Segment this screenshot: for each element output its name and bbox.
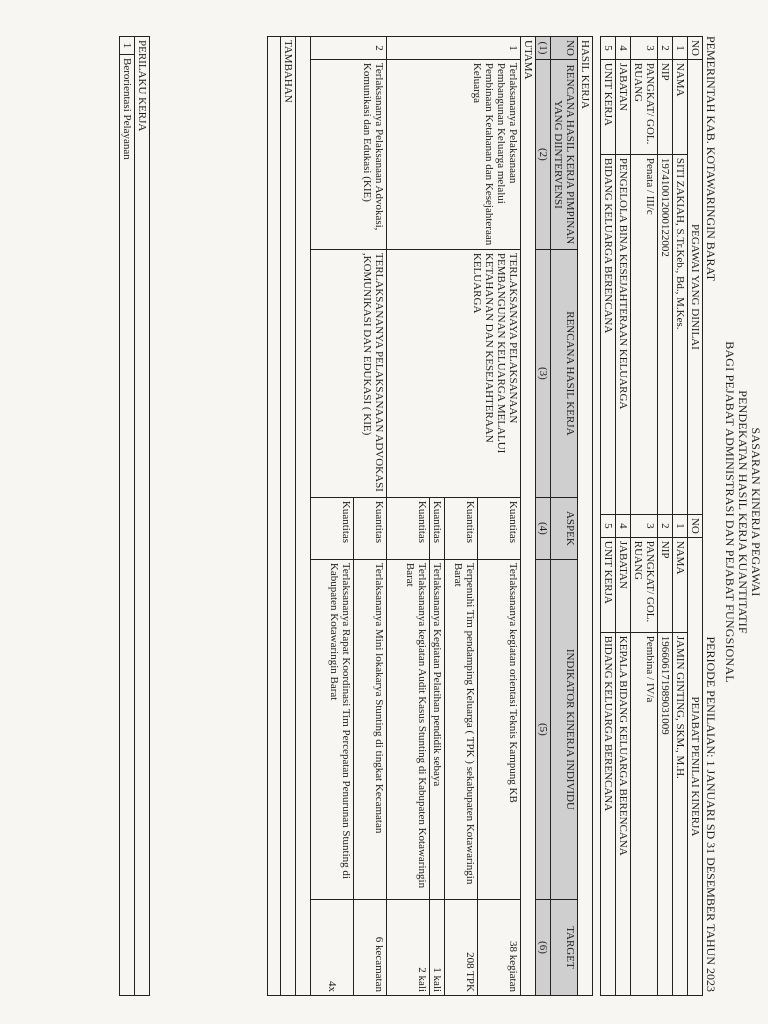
- row-label: UNIT KERJA: [601, 59, 616, 154]
- row-number: 3: [631, 37, 658, 60]
- target: 2 kali: [387, 899, 430, 995]
- penilai-nama: JAMIN GINTING, SKM., M.H.: [673, 632, 688, 995]
- perilaku-label: Berorientasi Pelayanan: [120, 55, 135, 996]
- perilaku-kerja-table: [119, 36, 150, 996]
- item-number: 2: [311, 37, 387, 60]
- row-number: 5: [601, 37, 616, 60]
- col-header: RENCANA HASIL KERJA PIMPINAN YANG DIINTERVENSI: [551, 59, 578, 249]
- row-number: 5: [601, 514, 616, 537]
- row-number: 1: [673, 514, 688, 537]
- col-number: (3): [536, 249, 551, 497]
- table-row: [658, 37, 673, 996]
- table-row: [601, 37, 616, 996]
- row-number: 4: [616, 37, 631, 60]
- indikator: Terlaksananya Kegiatan Pelatihan pendidik sebaya: [430, 559, 445, 899]
- row-label: JABATAN: [616, 59, 631, 154]
- table-row: [631, 37, 658, 996]
- spacer-row: [268, 37, 281, 996]
- row-label: NAMA: [673, 59, 688, 154]
- aspek: Kuantitas: [430, 497, 445, 559]
- aspek: Kuantitas: [478, 497, 521, 559]
- item-number: 1: [387, 37, 521, 60]
- periode-label: PERIODE PENILAIAN: 1 JANUARI SD 31 DESEMBER TAHUN 2023: [704, 636, 718, 992]
- row-label: PANGKAT/ GOL. RUANG: [631, 537, 658, 632]
- col-number: (4): [536, 497, 551, 559]
- table-row: [354, 37, 387, 996]
- col-number: (5): [536, 559, 551, 899]
- row-label: PANGKAT/ GOL. RUANG: [631, 59, 658, 154]
- col-header: RENCANA HASIL KERJA: [551, 249, 578, 497]
- header-subtitle: PENDEKATAN HASIL KERJA KUANTITATIF: [736, 390, 750, 634]
- penilai-unit-kerja: BIDANG KELUARGA BERENCANA: [601, 632, 616, 995]
- row-number: 3: [631, 514, 658, 537]
- pegawai-unit-kerja: BIDANG KELUARGA BERENCANA: [601, 154, 616, 514]
- target: 6 kecamatan: [354, 899, 387, 995]
- pegawai-table: [600, 36, 703, 996]
- header-title: SASARAN KINERJA PEGAWAI: [749, 427, 763, 597]
- instansi-label: PEMERINTAH KAB. KOTAWARINGIN BARAT: [704, 36, 718, 282]
- target: 208 TPK: [445, 899, 478, 995]
- row-label: NAMA: [673, 537, 688, 632]
- target: 38 kegiatan: [478, 899, 521, 995]
- col-header: NO: [551, 37, 578, 60]
- col-number: (6): [536, 899, 551, 995]
- row-number: 2: [658, 514, 673, 537]
- section-title: HASIL KERJA: [578, 37, 593, 996]
- target: 4x: [311, 899, 354, 995]
- indikator: Terlaksananya kegiatan Audit Kasus Stunting di Kabupaten Kotawaringin Barat: [387, 559, 430, 899]
- target: 1 kali: [430, 899, 445, 995]
- aspek: Kuantitas: [445, 497, 478, 559]
- table-row: [616, 37, 631, 996]
- col-no-header: NO: [688, 37, 703, 60]
- row-number: 4: [616, 514, 631, 537]
- row-label: NIP: [658, 59, 673, 154]
- pegawai-jabatan: PENGELOLA BINA KESEJAHTERAAN KELUARGA: [616, 154, 631, 514]
- row-number: 1: [673, 37, 688, 60]
- pegawai-nama: SITI ZAKIAH, S.Tr.Keb., Bd., M.Kes.: [673, 154, 688, 514]
- indikator: Terlaksananya Mini lokakarya Stunting di tingkat Kecamatan: [354, 559, 387, 899]
- penilai-pangkat: Pembina / IV/a: [631, 632, 658, 995]
- col-header: ASPEK: [551, 497, 578, 559]
- pegawai-nip: 197410012000122002: [658, 154, 673, 514]
- indikator: Terlaksananya Rapat Koordinasi Tim Percepatan Penurunan Stunting di Kabupaten Kotawaringin Barat: [311, 559, 354, 899]
- col-number: (2): [536, 59, 551, 249]
- rencana-pimpinan: Terlaksananya Pelaksanaan Pembangunan Keluarga melalui Pembinaan Ketahanan dan Kesejahteraan Keluarga: [387, 59, 521, 249]
- rencana-hasil-kerja: TERLAKSANAYA PELAKSANAAN PEMBANGUNAN KELUARGA MELALUI KETAHANAN DAN KESEJAHTERAAN KELUARGA: [387, 249, 521, 497]
- hasil-kerja-table: [267, 36, 593, 996]
- aspek: Kuantitas: [354, 497, 387, 559]
- row-label: NIP: [658, 537, 673, 632]
- col-no-header: NO: [688, 514, 703, 537]
- indikator: Terpenuhi Tim pendamping Keluarga ( TPK ) sekabupaten Kotawaringin Barat: [445, 559, 478, 899]
- pejabat-penilai-header: PEJABAT PENILAI KINERJA: [688, 537, 703, 995]
- indikator: Terlaksananya kegiatan orientasi Teknis Kampung KB: [478, 559, 521, 899]
- row-label: JABATAN: [616, 537, 631, 632]
- aspek: Kuantitas: [311, 497, 354, 559]
- document-header: [723, 0, 762, 1024]
- item-number: 1: [120, 37, 135, 55]
- table-row: [673, 37, 688, 996]
- col-header: INDIKATOR KINERJA INDIVIDU: [551, 559, 578, 899]
- header-subtitle-2: BAGI PEJABAT ADMINISTRASI DAN PEJABAT FUNGSIONAL: [723, 341, 737, 683]
- table-row: [120, 37, 135, 996]
- section-title: PERILAKU KERJA: [135, 37, 150, 996]
- tambahan-label: TAMBAHAN: [281, 37, 296, 996]
- pegawai-dinilai-header: PEGAWAI YANG DINILAI: [688, 59, 703, 514]
- rencana-pimpinan: Terlaksananya Pelaksanaan Advokasi, Komunikasi dan Edukasi (KIE): [311, 59, 387, 249]
- spacer-row: [296, 37, 311, 996]
- col-number: (1): [536, 37, 551, 60]
- table-row: [478, 37, 521, 996]
- penilai-jabatan: KEPALA BIDANG KELUARGA BERENCANA: [616, 632, 631, 995]
- row-label: UNIT KERJA: [601, 537, 616, 632]
- col-header: TARGET: [551, 899, 578, 995]
- row-number: 2: [658, 37, 673, 60]
- penilai-nip: 196606171989031009: [658, 632, 673, 995]
- aspek: Kuantitas: [387, 497, 430, 559]
- pegawai-pangkat: Penata / III/c: [631, 154, 658, 514]
- utama-label: UTAMA: [521, 37, 536, 996]
- rencana-hasil-kerja: TERLAKSANANYA PELAKSANAAN ADVOKASI ,KOMUNIKASI DAN EDUKASI ( KIE): [311, 249, 387, 497]
